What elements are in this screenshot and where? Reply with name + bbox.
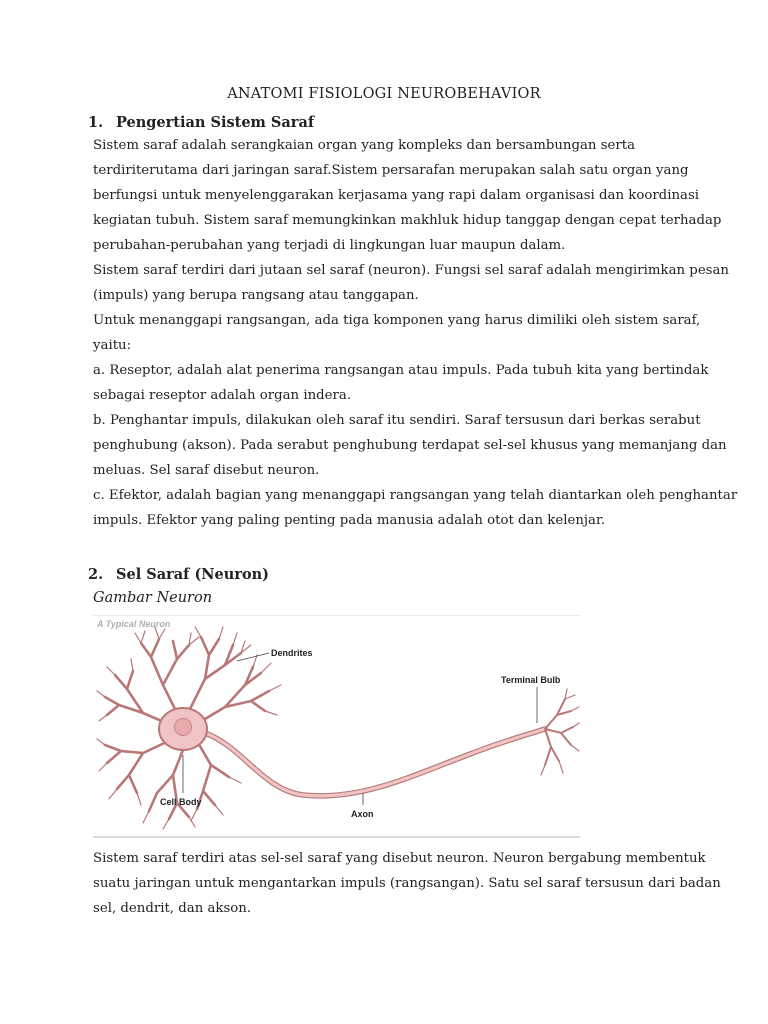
neuron-figure [93,615,580,840]
paragraph-line: sebagai reseptor adalah organ indera. [93,388,352,403]
nucleus [175,719,192,736]
leader-lines [183,653,537,805]
paragraph-line: b. Penghantar impuls, dilakukan oleh saraf itu sendiri. Saraf tersusun dari berkas serabut [93,413,701,428]
terminal-bulb [541,689,579,775]
section-2-heading [88,566,270,583]
section-1-heading-text: Pengertian Sistem Saraf [116,114,315,131]
label-cell-body: Cell Body [160,797,202,807]
section-1-number: 1. [88,114,104,131]
figure-title: A Typical Neuron [97,619,171,629]
section-2-body [93,846,721,921]
paragraph-line: suatu jaringan untuk mengantarkan impuls (rangsangan). Satu sel saraf tersusun dari badan [93,876,721,891]
section-1-body [93,133,738,533]
paragraph-line: yaitu: [93,338,132,353]
paragraph-line: berfungsi untuk menyelenggarakan kerjasama yang rapi dalam organisasi dan koordinasi [93,188,700,203]
section-1-heading [88,114,315,131]
label-terminal-bulb: Terminal Bulb [501,675,561,685]
paragraph-line: terdiriterutama dari jaringan saraf.Sistem persarafan merupakan salah satu organ yang [93,163,689,178]
paragraph-line: penghubung (akson). Pada serabut penghubung terdapat sel-sel khusus yang memanjang dan [93,438,727,453]
section-2-number: 2. [88,566,104,583]
paragraph-line: c. Efektor, adalah bagian yang menanggapi rangsangan yang telah diantarkan oleh penghantar [93,488,738,503]
paragraph-line: Sistem saraf terdiri atas sel-sel saraf yang disebut neuron. Neuron bergabung membentuk [93,851,706,866]
paragraph-line: Sistem saraf adalah serangkaian organ yang kompleks dan bersambungan serta [93,138,636,153]
paragraph-line: perubahan-perubahan yang terjadi di lingkungan luar maupun dalam. [93,238,566,253]
neuron-diagram [93,615,580,840]
axon-outline [205,729,545,796]
paragraph-line: a. Reseptor, adalah alat penerima rangsangan atau impuls. Pada tubuh kita yang bertindak [93,363,709,378]
paragraph-line: kegiatan tubuh. Sistem saraf memungkinkan makhluk hidup tanggap dengan cepat terhadap [93,213,722,228]
label-axon: Axon [351,809,374,819]
section-2-heading-text: Sel Saraf (Neuron) [116,566,270,583]
label-dendrites: Dendrites [271,648,313,658]
document-title: ANATOMI FISIOLOGI NEUROBEHAVIOR [227,86,541,102]
paragraph-line: meluas. Sel saraf disebut neuron. [93,463,320,478]
paragraph-line: Sistem saraf terdiri dari jutaan sel saraf (neuron). Fungsi sel saraf adalah mengirimkan pesan [93,263,729,278]
paragraph-line: Untuk menanggapi rangsangan, ada tiga komponen yang harus dimiliki oleh sistem saraf, [93,313,701,328]
paragraph-line: sel, dendrit, dan akson. [93,901,252,916]
paragraph-line: impuls. Efektor yang paling penting pada manusia adalah otot dan kelenjar. [93,513,606,528]
paragraph-line: (impuls) yang berupa rangsang atau tanggapan. [93,288,419,303]
figure-caption: Gambar Neuron [93,590,213,606]
